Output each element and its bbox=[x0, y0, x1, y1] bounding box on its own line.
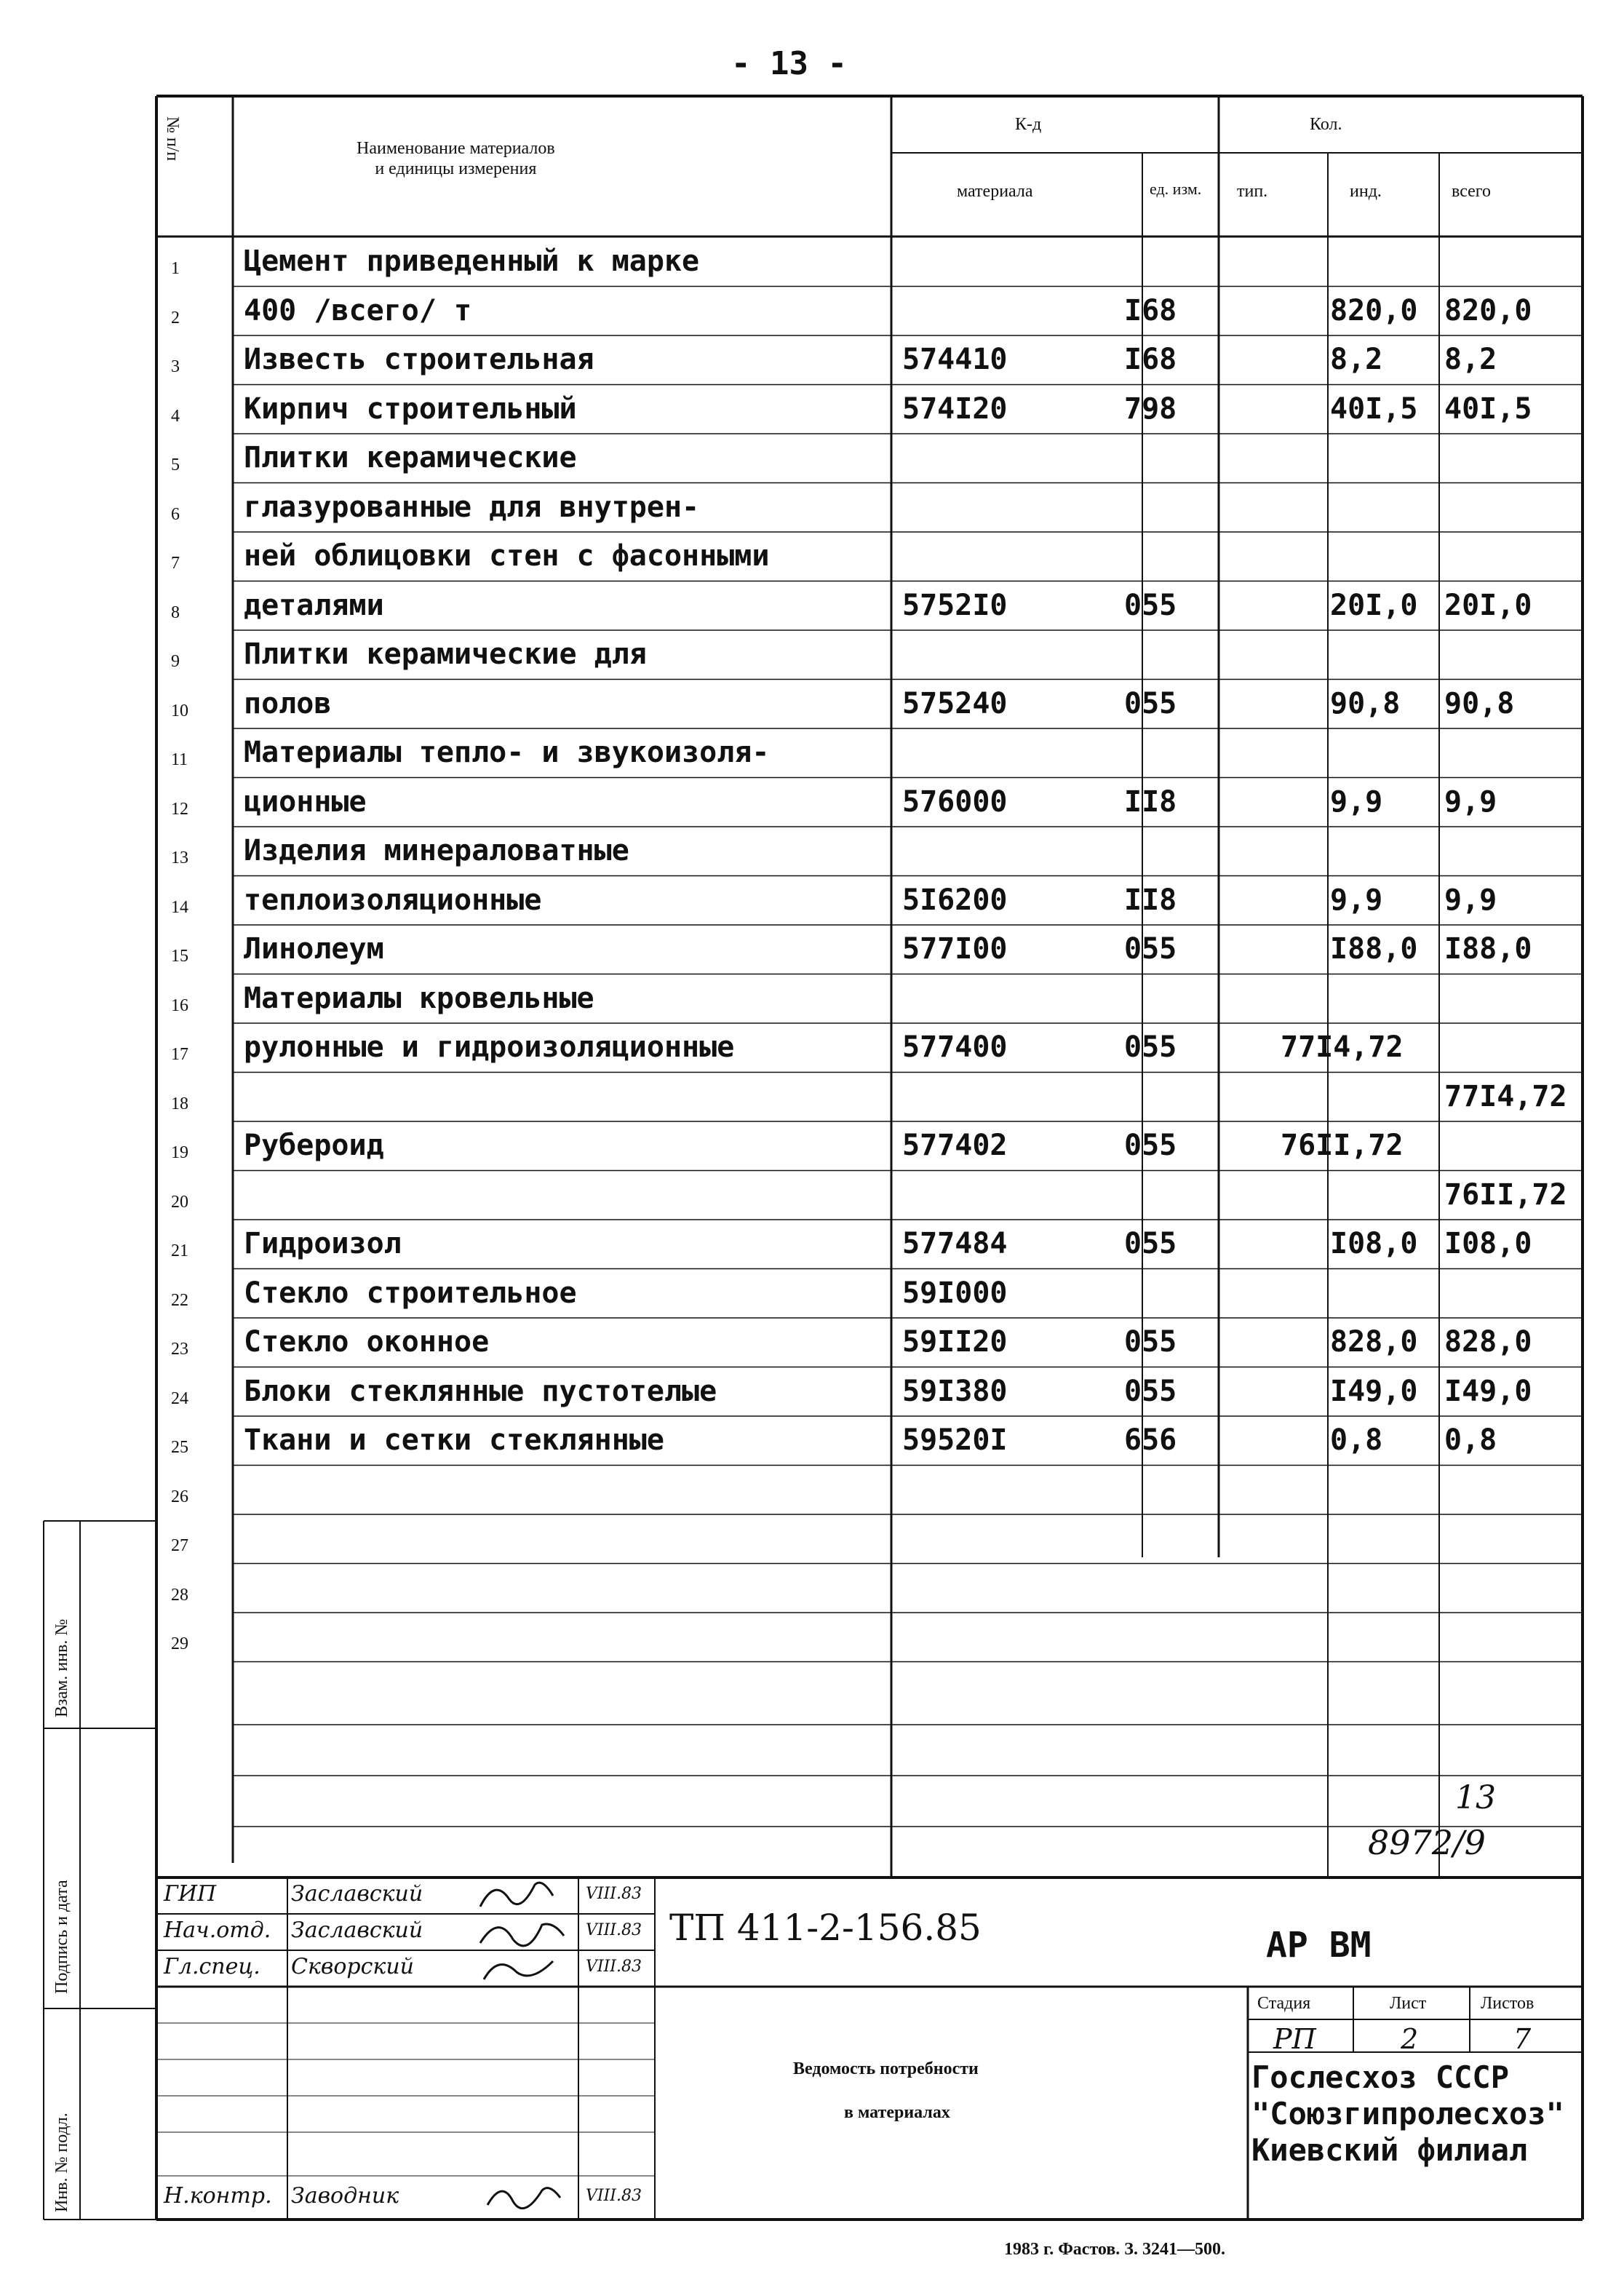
cell-n: 4 bbox=[171, 406, 180, 426]
cell-n: 9 bbox=[171, 652, 180, 671]
sheet-value: 2 bbox=[1401, 2023, 1419, 2055]
cell-name: 400 /всего/ т bbox=[244, 293, 472, 327]
cell-name: Материалы кровельные bbox=[244, 981, 594, 1015]
cell-ind: I88,0 bbox=[1330, 932, 1418, 966]
cell-n: 3 bbox=[171, 357, 180, 376]
signer-name-4: Заводник bbox=[291, 2183, 399, 2209]
cell-code: 575240 bbox=[902, 686, 1008, 720]
cell-n: 27 bbox=[171, 1536, 188, 1555]
cell-n: 7 bbox=[171, 554, 180, 573]
cell-total: I08,0 bbox=[1444, 1227, 1532, 1260]
cell-code: 5I6200 bbox=[902, 883, 1008, 917]
cell-code: 577I00 bbox=[902, 932, 1008, 966]
cell-unit: I68 bbox=[1124, 343, 1177, 376]
header-code-unit: ед. изм. bbox=[1150, 180, 1202, 198]
header-row-no: № п/п bbox=[163, 116, 182, 162]
cell-n: 6 bbox=[171, 504, 180, 524]
page-number: - 13 - bbox=[731, 45, 847, 82]
cell-code: 577400 bbox=[902, 1030, 1008, 1064]
cell-unit: 798 bbox=[1124, 392, 1177, 426]
cell-typ: 76II,72 bbox=[1281, 1129, 1404, 1162]
cell-name: Цемент приведенный к марке bbox=[244, 245, 700, 278]
cell-name: рулонные и гидроизоляционные bbox=[244, 1030, 735, 1064]
cell-unit: 656 bbox=[1124, 1423, 1177, 1457]
sheet-ref-bottom: 8972/9 bbox=[1368, 1823, 1486, 1862]
signer-date-2: VIII.83 bbox=[586, 1921, 642, 1939]
cell-name: Гидроизол bbox=[244, 1227, 402, 1260]
cell-ind: 828,0 bbox=[1330, 1325, 1418, 1359]
cell-ind: I49,0 bbox=[1330, 1374, 1418, 1408]
cell-name: теплоизоляционные bbox=[244, 883, 542, 917]
cell-n: 23 bbox=[171, 1340, 188, 1359]
cell-name: глазурованные для внутрен- bbox=[244, 490, 700, 524]
signer-role-4: Н.контр. bbox=[164, 2183, 272, 2209]
header-code-group: К-д bbox=[1015, 115, 1042, 134]
header-name-col: Наименование материалов и единицы измерения bbox=[357, 139, 555, 178]
cell-ind: 9,9 bbox=[1330, 883, 1383, 917]
cell-total: 20I,0 bbox=[1444, 588, 1532, 622]
cell-unit: 055 bbox=[1124, 1129, 1177, 1162]
cell-n: 20 bbox=[171, 1192, 188, 1212]
cell-typ: 77I4,72 bbox=[1281, 1030, 1404, 1064]
cell-name: ционные bbox=[244, 784, 367, 819]
signer-role-3: Гл.спец. bbox=[164, 1954, 260, 1979]
cell-ind: I08,0 bbox=[1330, 1227, 1418, 1260]
cell-name: деталями bbox=[244, 588, 384, 622]
cell-total: 9,9 bbox=[1444, 784, 1497, 819]
cell-name: Плитки керамические для bbox=[244, 637, 647, 671]
cell-n: 8 bbox=[171, 603, 180, 622]
org-line-1: Гослесхоз СССР bbox=[1251, 2059, 1510, 2095]
cell-ind: 40I,5 bbox=[1330, 392, 1418, 426]
doc-mark: АР ВМ bbox=[1266, 1925, 1372, 1966]
cell-ind: 20I,0 bbox=[1330, 588, 1418, 622]
cell-total: I88,0 bbox=[1444, 932, 1532, 966]
cell-unit: 055 bbox=[1124, 1030, 1177, 1064]
side-stamp-replace-inv: Взам. инв. № bbox=[52, 1618, 71, 1717]
cell-unit: 055 bbox=[1124, 1325, 1177, 1359]
cell-n: 26 bbox=[171, 1487, 188, 1506]
cell-code: 59I380 bbox=[902, 1374, 1008, 1408]
cell-n: 22 bbox=[171, 1290, 188, 1310]
header-qty-ind: инд. bbox=[1350, 182, 1382, 201]
cell-total: 77I4,72 bbox=[1444, 1079, 1567, 1113]
stage-value: РП bbox=[1273, 2023, 1316, 2055]
cell-name: Блоки стеклянные пустотелые bbox=[244, 1374, 717, 1408]
cell-code: 577484 bbox=[902, 1227, 1008, 1260]
signer-date-1: VIII.83 bbox=[586, 1885, 642, 1903]
signer-date-3: VIII.83 bbox=[586, 1958, 642, 1976]
cell-n: 17 bbox=[171, 1045, 188, 1064]
signer-name-3: Скворский bbox=[291, 1954, 414, 1979]
cell-name: ней облицовки стен с фасонными bbox=[244, 539, 770, 573]
cell-name: Рубероид bbox=[244, 1129, 384, 1162]
cell-name: Известь строительная bbox=[244, 343, 594, 376]
cell-n: 21 bbox=[171, 1241, 188, 1260]
cell-unit: II8 bbox=[1124, 883, 1177, 917]
cell-ind: 0,8 bbox=[1330, 1423, 1383, 1457]
cell-total: 820,0 bbox=[1444, 293, 1532, 327]
cell-ind: 820,0 bbox=[1330, 293, 1418, 327]
cell-name: Стекло строительное bbox=[244, 1276, 577, 1310]
cell-code: 59I000 bbox=[902, 1276, 1008, 1310]
stamp-title-1: Ведомость потребности bbox=[793, 2059, 979, 2078]
signer-name-1: Заславский bbox=[291, 1881, 423, 1907]
signer-name-2: Заславский bbox=[291, 1918, 423, 1943]
header-qty-total: всего bbox=[1452, 182, 1492, 201]
cell-n: 24 bbox=[171, 1388, 188, 1408]
cell-unit: 055 bbox=[1124, 1374, 1177, 1408]
cell-name: Линолеум bbox=[244, 932, 384, 966]
cell-unit: 055 bbox=[1124, 686, 1177, 720]
cell-total: 9,9 bbox=[1444, 883, 1497, 917]
cell-total: 0,8 bbox=[1444, 1423, 1497, 1457]
cell-n: 2 bbox=[171, 308, 180, 327]
side-stamp-orig-inv: Инв. № подл. bbox=[52, 2113, 71, 2212]
cell-name: Кирпич строительный bbox=[244, 392, 577, 426]
cell-n: 14 bbox=[171, 897, 188, 917]
sheets-label: Листов bbox=[1481, 1994, 1535, 2013]
cell-total: 828,0 bbox=[1444, 1325, 1532, 1359]
cell-total: I49,0 bbox=[1444, 1374, 1532, 1408]
cell-ind: 9,9 bbox=[1330, 784, 1383, 819]
cell-total: 76II,72 bbox=[1444, 1177, 1567, 1212]
cell-n: 19 bbox=[171, 1143, 188, 1162]
cell-code: 59520I bbox=[902, 1423, 1008, 1457]
cell-code: 59II20 bbox=[902, 1325, 1008, 1359]
cell-name: полов bbox=[244, 686, 332, 720]
cell-n: 18 bbox=[171, 1094, 188, 1113]
cell-total: 8,2 bbox=[1444, 343, 1497, 376]
cell-code: 574410 bbox=[902, 343, 1008, 376]
print-footer: 1983 г. Фастов. З. 3241—500. bbox=[1004, 2240, 1225, 2259]
cell-n: 29 bbox=[171, 1634, 188, 1653]
cell-n: 28 bbox=[171, 1585, 188, 1605]
header-qty-group: Кол. bbox=[1310, 115, 1342, 134]
side-stamp-signature-date: Подпись и дата bbox=[52, 1880, 71, 1994]
cell-unit: 055 bbox=[1124, 932, 1177, 966]
signer-role-2: Нач.отд. bbox=[164, 1918, 271, 1943]
cell-code: 5752I0 bbox=[902, 588, 1008, 622]
cell-name: Плитки керамические bbox=[244, 441, 577, 474]
project-code: ТП 411-2-156.85 bbox=[669, 1907, 982, 1949]
sheet-ref-top: 13 bbox=[1455, 1779, 1496, 1816]
cell-name: Изделия минераловатные bbox=[244, 834, 629, 867]
cell-unit: 055 bbox=[1124, 1227, 1177, 1260]
cell-total: 40I,5 bbox=[1444, 392, 1532, 426]
cell-name: Материалы тепло- и звукоизоля- bbox=[244, 736, 770, 769]
cell-n: 13 bbox=[171, 849, 188, 867]
signer-role-1: ГИП bbox=[164, 1881, 217, 1907]
cell-unit: 055 bbox=[1124, 588, 1177, 622]
header-qty-typ: тип. bbox=[1237, 182, 1268, 201]
header-code-material: материала bbox=[957, 182, 1033, 201]
cell-n: 25 bbox=[171, 1438, 188, 1457]
stage-label: Стадия bbox=[1257, 1994, 1311, 2013]
stamp-title-2: в материалах bbox=[844, 2103, 950, 2122]
cell-n: 1 bbox=[171, 259, 180, 278]
cell-n: 12 bbox=[171, 799, 188, 819]
org-line-2: "Союзгипролесхоз" bbox=[1251, 2096, 1564, 2131]
cell-total: 90,8 bbox=[1444, 686, 1515, 720]
cell-n: 16 bbox=[171, 996, 188, 1015]
cell-code: 576000 bbox=[902, 784, 1008, 819]
cell-n: 10 bbox=[171, 701, 188, 720]
sheet-label: Лист bbox=[1390, 1994, 1427, 2013]
cell-n: 11 bbox=[171, 750, 188, 769]
cell-name: Стекло оконное bbox=[244, 1325, 490, 1359]
cell-unit: I68 bbox=[1124, 293, 1177, 327]
cell-ind: 8,2 bbox=[1330, 343, 1383, 376]
cell-unit: II8 bbox=[1124, 784, 1177, 819]
cell-ind: 90,8 bbox=[1330, 686, 1401, 720]
cell-name: Ткани и сетки стеклянные bbox=[244, 1423, 664, 1457]
cell-n: 15 bbox=[171, 947, 188, 966]
signer-date-4: VIII.83 bbox=[586, 2187, 642, 2205]
sheets-value: 7 bbox=[1513, 2023, 1532, 2055]
cell-n: 5 bbox=[171, 456, 180, 474]
org-line-3: Киевский филиал bbox=[1251, 2132, 1528, 2168]
cell-code: 574I20 bbox=[902, 392, 1008, 426]
cell-code: 577402 bbox=[902, 1129, 1008, 1162]
